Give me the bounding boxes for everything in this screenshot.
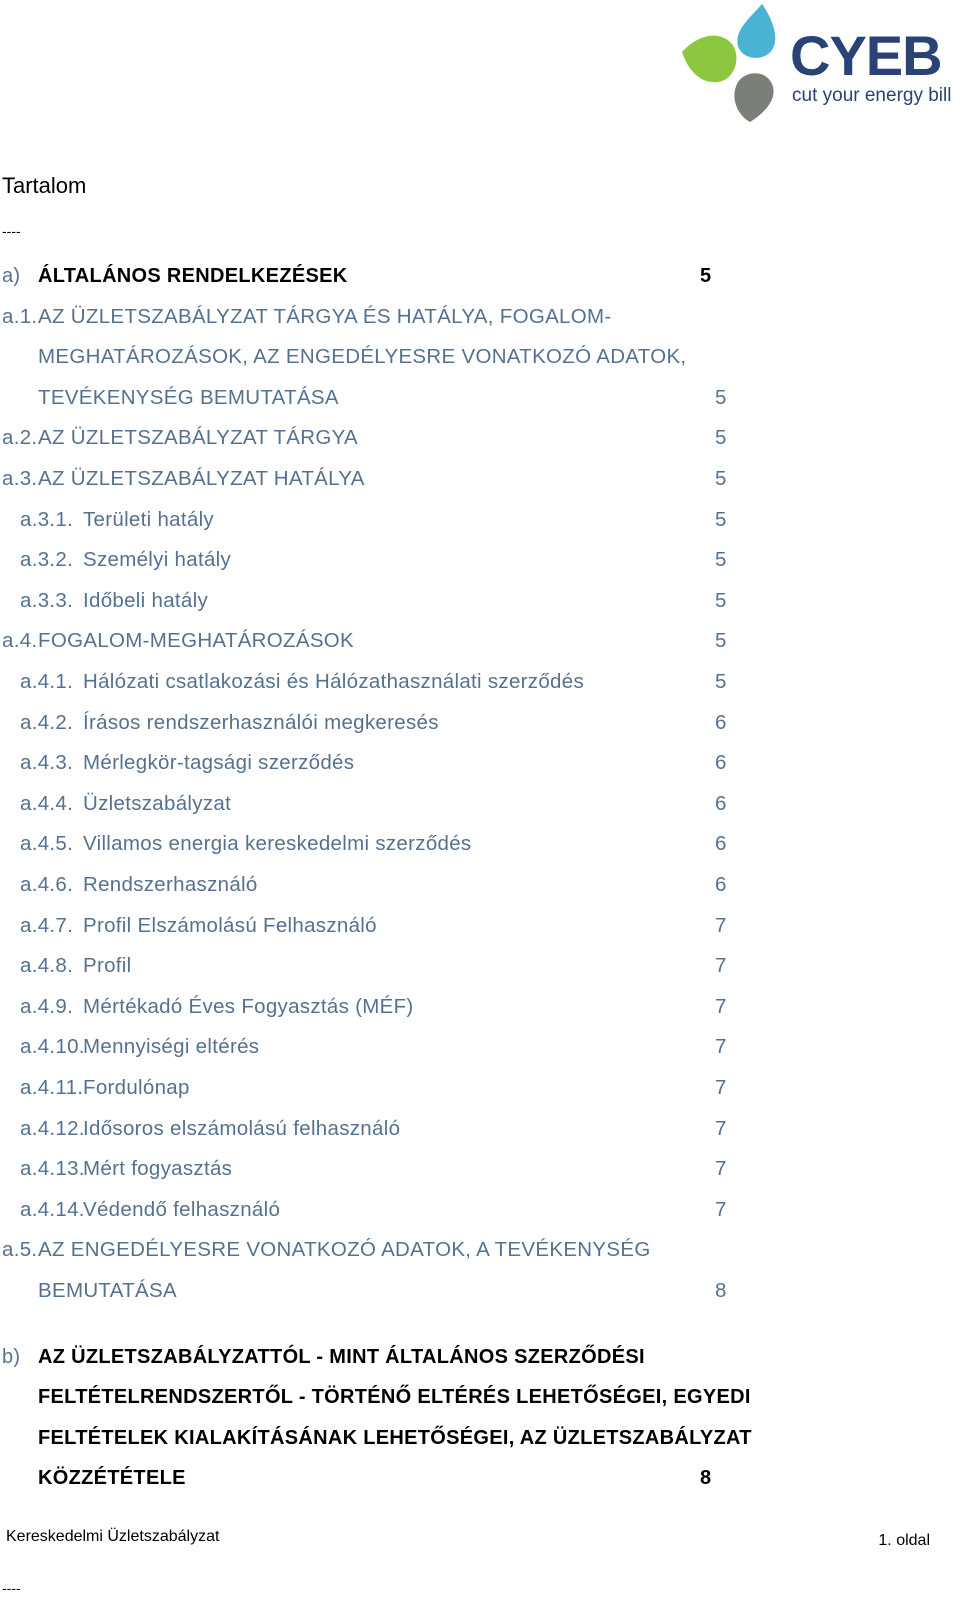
toc-entry-title: Személyi hatály bbox=[83, 548, 232, 572]
toc-entry-number: a.3.2. bbox=[20, 548, 74, 572]
toc-entry-page: 6 bbox=[715, 832, 727, 856]
toc-entry-title: Területi hatály bbox=[83, 507, 214, 531]
toc-entry-title: Mérlegkör-tagsági szerződés bbox=[83, 751, 355, 775]
toc-entry-number: a.4.2. bbox=[20, 710, 74, 734]
toc-entry-number: a.4.8. bbox=[20, 954, 74, 978]
toc-entry-number: a.4.12. bbox=[20, 1116, 85, 1140]
toc-entry-page: 7 bbox=[715, 913, 727, 937]
toc-entry-page: 7 bbox=[715, 994, 727, 1018]
droplets-logo-icon bbox=[680, 0, 790, 130]
toc-entry-title: AZ ENGEDÉLYESRE VONATKOZÓ ADATOK, A TEVÉKENYSÉG bbox=[38, 1238, 651, 1262]
gray-droplet-icon bbox=[734, 73, 773, 122]
toc-entry-title: Profil Elszámolású Felhasználó bbox=[83, 913, 377, 937]
toc-entry-page: 5 bbox=[715, 385, 727, 409]
toc-entry-title: Írásos rendszerhasználói megkeresés bbox=[83, 710, 439, 734]
toc-entry-title: AZ ÜZLETSZABÁLYZATTÓL - MINT ÁLTALÁNOS SZERZŐDÉSI bbox=[38, 1345, 645, 1368]
toc-entry-title: AZ ÜZLETSZABÁLYZAT TÁRGYA bbox=[38, 426, 359, 450]
toc-entry-page: 6 bbox=[715, 873, 727, 896]
toc-entry-number: a.4.1. bbox=[20, 670, 74, 693]
toc-entry-page: 8 bbox=[700, 1467, 712, 1490]
footer-page-number: 1. oldal bbox=[878, 1532, 930, 1549]
toc-entry-number: a.4.3. bbox=[20, 751, 74, 775]
toc-entry-number: a.3. bbox=[2, 467, 38, 490]
toc-entry-number: a.4.14. bbox=[20, 1197, 85, 1221]
toc-entry-page: 8 bbox=[715, 1278, 727, 1302]
toc-entry-title: Üzletszabályzat bbox=[83, 791, 232, 815]
toc-entry-number: a.4.9. bbox=[20, 994, 74, 1018]
toc-entry-title: TEVÉKENYSÉG BEMUTATÁSA bbox=[38, 385, 339, 409]
toc-entry-title: Profil bbox=[83, 954, 132, 978]
toc-entry-title: Mennyiségi eltérés bbox=[83, 1035, 260, 1059]
toc-entry-number: a.4.11. bbox=[20, 1076, 84, 1099]
toc-entry-number: a.4.5. bbox=[20, 832, 74, 856]
toc-entry-title: ÁLTALÁNOS RENDELKEZÉSEK bbox=[38, 265, 348, 287]
toc-entry-title: Hálózati csatlakozási és Hálózathasználati szerződés bbox=[83, 670, 585, 693]
toc-entry-number: a.4.6. bbox=[20, 873, 74, 896]
toc-entry-title: Védendő felhasználó bbox=[83, 1197, 281, 1221]
toc-entry-title: FOGALOM-MEGHATÁROZÁSOK bbox=[38, 629, 355, 653]
toc-entry-title: AZ ÜZLETSZABÁLYZAT HATÁLYA bbox=[38, 467, 365, 490]
toc-entry-number: a.4.7. bbox=[20, 913, 74, 937]
toc-entry-page: 5 bbox=[715, 588, 727, 612]
toc-entry-title: FELTÉTELEK KIALAKÍTÁSÁNAK LEHETŐSÉGEI, AZ ÜZLETSZABÁLYZAT bbox=[38, 1426, 752, 1449]
toc-entry-page: 7 bbox=[715, 1076, 727, 1099]
toc-entry-page: 7 bbox=[715, 1116, 727, 1140]
toc-entry-number: a.3.3. bbox=[20, 588, 74, 612]
toc-entry-page: 5 bbox=[715, 507, 727, 531]
toc-entry-title: Mértékadó Éves Fogyasztás (MÉF) bbox=[83, 994, 414, 1018]
toc-entry-title: Mért fogyasztás bbox=[83, 1157, 233, 1181]
toc-entry-title: Villamos energia kereskedelmi szerződés bbox=[83, 832, 472, 856]
footer-document-name: Kereskedelmi Üzletszabályzat bbox=[6, 1528, 220, 1545]
toc-entry-page: 5 bbox=[700, 265, 712, 287]
toc-entry-page: 5 bbox=[715, 548, 727, 572]
toc-entry-page: 7 bbox=[715, 954, 727, 978]
toc-entry-number: a.4.13. bbox=[20, 1157, 85, 1181]
toc-entry-number: b) bbox=[2, 1345, 21, 1368]
toc-entry-page: 5 bbox=[715, 467, 727, 490]
toc-entry-title: MEGHATÁROZÁSOK, AZ ENGEDÉLYESRE VONATKOZÓ ADATOK, bbox=[38, 345, 687, 369]
toc-entry-title: Idősoros elszámolású felhasználó bbox=[83, 1116, 401, 1140]
toc-entry-title: Fordulónap bbox=[83, 1076, 190, 1099]
toc-entry-title: AZ ÜZLETSZABÁLYZAT TÁRGYA ÉS HATÁLYA, FOGALOM- bbox=[38, 304, 612, 328]
toc-entry-page: 7 bbox=[715, 1157, 727, 1181]
toc-entry-number: a.3.1. bbox=[20, 507, 74, 531]
toc-entry-number: a.4.10. bbox=[20, 1035, 85, 1059]
toc-entry-page: 7 bbox=[715, 1035, 727, 1059]
cyeb-logo bbox=[680, 0, 960, 130]
toc-title: Tartalom bbox=[2, 173, 87, 198]
toc-entry-title: Időbeli hatály bbox=[83, 588, 209, 612]
toc-entry-page: 5 bbox=[715, 670, 727, 693]
green-droplet-icon bbox=[682, 36, 736, 83]
toc-entry-page: 6 bbox=[715, 710, 727, 734]
logo-wordmark: CYEB bbox=[790, 24, 942, 87]
toc-entry-page: 6 bbox=[715, 751, 727, 775]
toc-entry-title: FELTÉTELRENDSZERTŐL - TÖRTÉNŐ ELTÉRÉS LEHETŐSÉGEI, EGYEDI bbox=[38, 1386, 751, 1409]
toc-entry-page: 6 bbox=[715, 791, 727, 815]
footer-separator: ---- bbox=[2, 1580, 21, 1596]
toc-entry-number: a.5. bbox=[2, 1238, 38, 1262]
toc-entry-number: a.2. bbox=[2, 426, 38, 450]
toc-entry-title: BEMUTATÁSA bbox=[38, 1278, 177, 1302]
toc-entry-page: 7 bbox=[715, 1197, 727, 1221]
toc-entry-title: KÖZZÉTÉTELE bbox=[38, 1467, 186, 1490]
toc-entry-number: a.4. bbox=[2, 629, 38, 653]
toc-entry-number: a.4.4. bbox=[20, 791, 74, 815]
toc-entry-number: a.1. bbox=[2, 304, 38, 328]
toc-entry-number: a) bbox=[2, 265, 21, 287]
blue-droplet-icon bbox=[737, 4, 775, 58]
toc-entry-title: Rendszerhasználó bbox=[83, 873, 258, 896]
toc-entry-page: 5 bbox=[715, 426, 727, 450]
separator: ---- bbox=[2, 223, 21, 239]
logo-tagline: cut your energy bill bbox=[792, 85, 952, 106]
toc-entry-page: 5 bbox=[715, 629, 727, 653]
